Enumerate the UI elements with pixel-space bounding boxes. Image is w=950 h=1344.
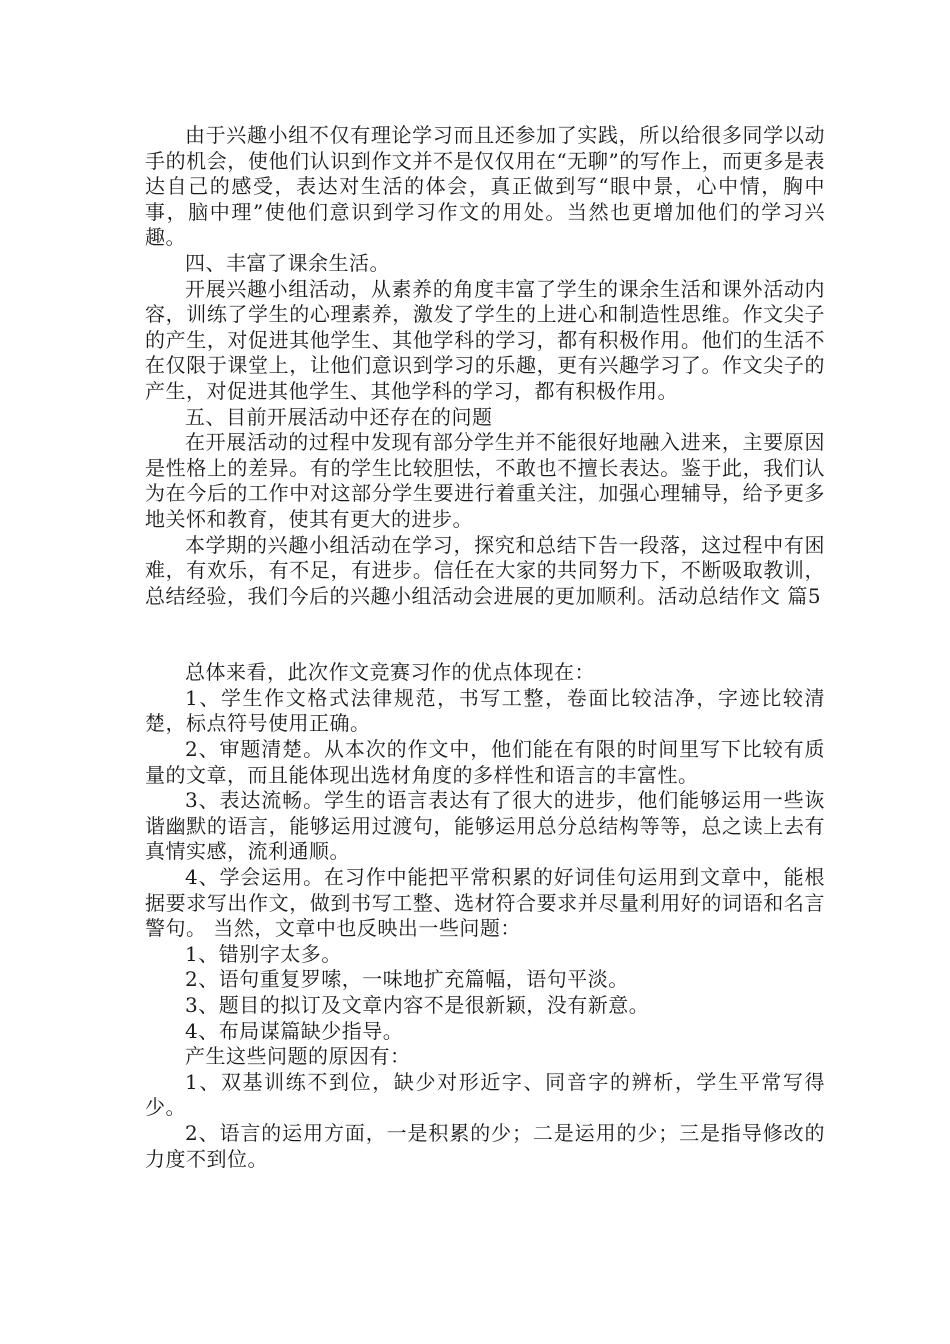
list-item-merit-1: 1、学生作文格式法律规范，书写工整，卷面比较洁净，字迹比较清楚，标点符号使用正确。 (145, 685, 825, 736)
paragraph-practice-benefits: 由于兴趣小组不仅有理论学习而且还参加了实践，所以给很多同学以动手的机会，使他们认识到作文并不是仅仅用在“无聊”的写作上，而更多是表达自己的感受，表达对生活的体会，真正做到写“眼中景，心中情，胸中事，脑中理”使他们意识到学习作文的用处。当然也更增加他们的学习兴趣。 (145, 123, 825, 250)
list-item-problem-1: 1、错别字太多。 (185, 941, 342, 966)
list-item-merit-2: 2、审题清楚。从本次的作文中，他们能在有限的时间里写下比较有质量的文章，而且能体现出选材角度的多样性和语言的丰富性。 (145, 737, 825, 787)
list-item-problem-4: 4、布局谋篇缺少指导。 (185, 1018, 404, 1043)
paragraph-causes-intro: 产生这些问题的原因有： (185, 1044, 411, 1069)
list-item-cause-2: 2、语言的运用方面，一是积累的少；二是运用的少；三是指导修改的力度不到位。 (145, 1120, 825, 1171)
paragraph-merits-intro: 总体来看，此次作文竞赛习作的优点体现在： (185, 660, 595, 685)
paragraph-problem-details: 在开展活动的过程中发现有部分学生并不能很好地融入进来，主要原因是性格上的差异。有的学生比较胆怯，不敢也不擅长表达。鉴于此，我们认为在今后的工作中对这部分学生要进行着重关注，加强心理辅导，给予更多地关怀和教育，使其有更大的进步。 (145, 430, 825, 531)
heading-existing-problems: 五、目前开展活动中还存在的问题 (185, 404, 493, 429)
heading-enrich-life: 四、丰富了课余生活。 (185, 250, 390, 275)
list-item-merit-3: 3、表达流畅。学生的语言表达有了很大的进步，他们能够运用一些诙谐幽默的语言，能够运用过渡句，能够运用总分总结构等等，总之读上去有真情实感，流利通顺。 (145, 788, 825, 864)
paragraph-interest-group: 开展兴趣小组活动，从素养的角度丰富了学生的课余生活和课外活动内容，训练了学生的心理素养，激发了学生的上进心和制造性思维。作文尖子的产生，对促进其他学生、其他学科的学习，都有积极作用。他们的生活不在仅限于课堂上，让他们意识到学习的乐趣，更有兴趣学习了。作文尖子的产生，对促进其他学生、其他学科的学习，都有积极作用。 (145, 276, 825, 403)
paragraph-semester-summary: 本学期的兴趣小组活动在学习，探究和总结下告一段落，这过程中有困难，有欢乐，有不足，有进步。信任在大家的共同努力下，不断吸取教训，总结经验，我们今后的兴趣小组活动会进展的更加顺利。活动总结作文 篇5 (145, 532, 825, 608)
list-item-problem-3: 3、题目的拟订及文章内容不是很新颖，没有新意。 (185, 993, 650, 1017)
document-page (145, 123, 825, 1172)
list-item-merit-4: 4、学会运用。在习作中能把平常积累的好词佳句运用到文章中，能根据要求写出作文，做到书写工整、选材符合要求并尽量利用好的词语和名言警句。 当然，文章中也反映出一些问题： (145, 865, 825, 941)
section-spacer (145, 609, 825, 660)
list-item-cause-1: 1、双基训练不到位，缺少对形近字、同音字的辨析，学生平常写得少。 (145, 1069, 825, 1120)
list-item-problem-2: 2、语句重复罗嗦，一味地扩充篇幅，语句平淡。 (185, 967, 629, 992)
